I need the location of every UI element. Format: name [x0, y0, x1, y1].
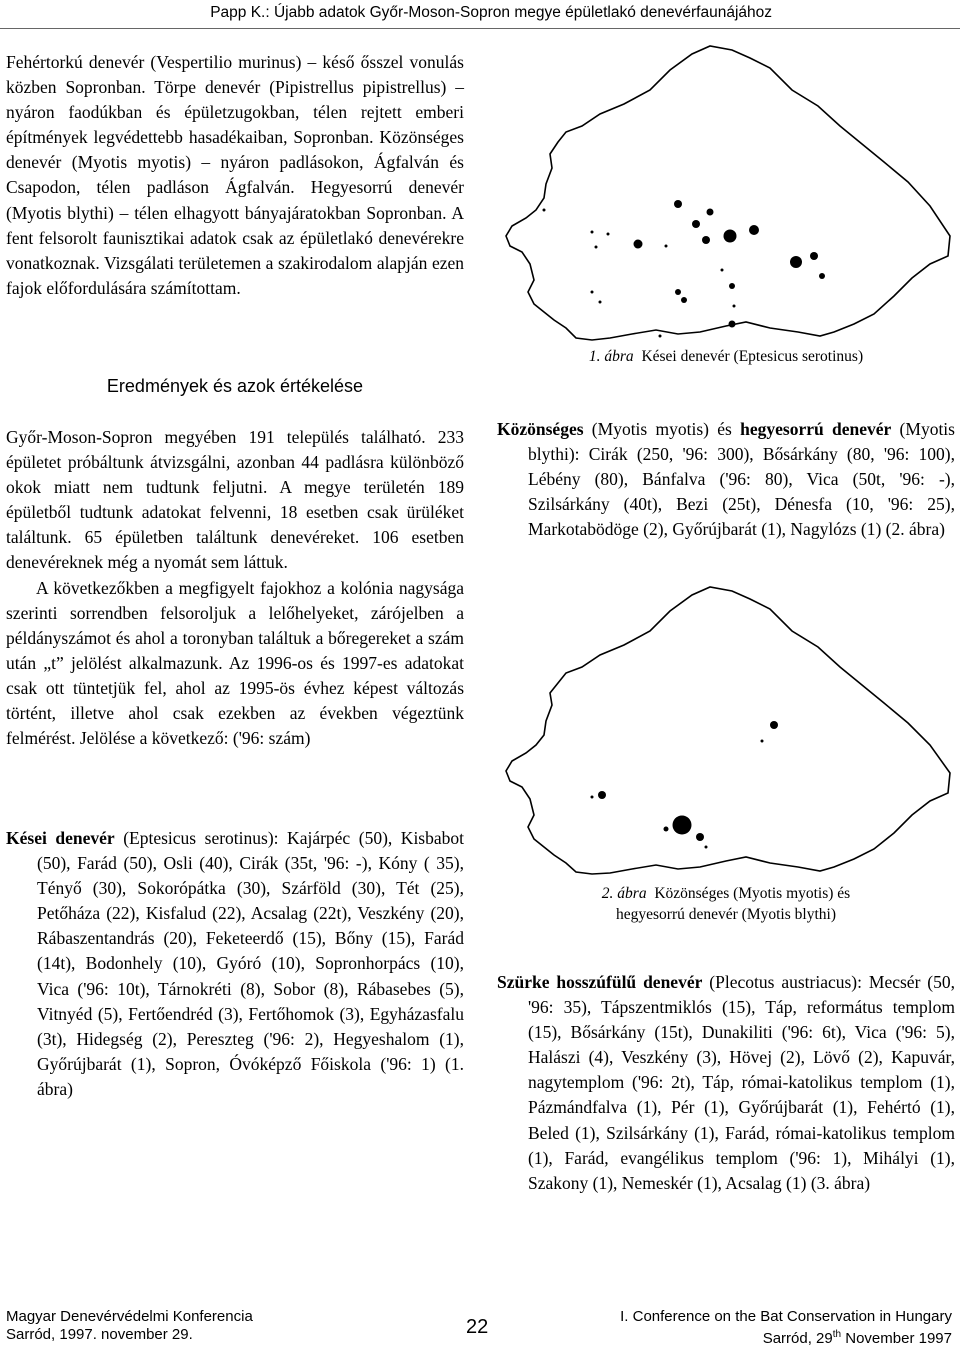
- point: [674, 200, 682, 208]
- species-myotis-name-a: Közönséges: [497, 419, 584, 439]
- point: [634, 240, 643, 249]
- species-serotinus-text: (Eptesicus serotinus): Kajárpéc (50), Kisbabot (50), Farád (50), Osli (40), Cirák (35t, '96: -), Kóny ( 35), Tényő (30), Sokorópátka (30), Szárföld (30), Tét (25), Petőháza (22), Kisfalud (22), Acsalag (22t), Veszkény (20), Rábaszentandrás (20), Feketeerdő (15), Bőny (15), Farád (14t), Bodonhely (10), Gyóró (10), Sopronhorpács (10), Vica ('96: 10t), Tárnokréti (8), Sobor (8), Rábasebes (5), Vitnyéd (5), Fertőendréd (3), Fertőhomok (3), Egyházasfalu (3t), Hidegség (2), Pereszteg ('96: 2), Hegyeshalom (1), Győrújbarát (1), Sopron, Óvóképző Főiskola ('96: 1) (1. ábra): [37, 828, 464, 1099]
- figure-1-number: 1. ábra: [588, 348, 634, 365]
- figure-2-caption-line1: Közönséges (Myotis myotis) és: [654, 885, 851, 902]
- point: [810, 252, 818, 260]
- results-block: [6, 425, 464, 751]
- footer-date-hu: Sarród, 1997. november 29.: [6, 1326, 193, 1343]
- page-number: 22: [466, 1316, 489, 1338]
- point: [705, 846, 708, 849]
- footer-date-en-sup: th: [832, 1329, 842, 1340]
- point: [819, 273, 825, 279]
- species-plecotus-block: [497, 970, 955, 1196]
- species-plecotus-text: (Plecotus austriacus): Mecsér (50, '96: 35), Tápszentmiklós (15), Táp, református templom (15), Bősárkány (15t), Dunakiliti ('96: 6t), Vica ('96: 5), Halászi (4), Veszkény (3), Hövej (2), Lövő (2), Kapuvár, nagytemplom ('96: 2t), Táp, római-katolikus templom (1), Pázmándfalva (1), Pér (1), Győrújbarát (1), Fehértó (1), Beled (1), Szilsárkány (1), Farád, római-katolikus templom (1), Farád, evangélikus templom ('96: 1), Mihályi (1), Szakony (1), Nemeskér (1), Acsalag (1) (3. ábra): [528, 972, 956, 1193]
- results-paragraph-2: A következőkben a megfigyelt fajokhoz a kolónia nagysága szerinti sorrendben felsoroljuk a lelőhelyeket, zárójelben a példányszámot és ahol a toronyban találtuk a bőregereket a szám után „t” jelölést alkalmazunk. Az 1996-os és 1997-es adatokat csak ott tüntetjük fel, ahol az 1995-ös évhez képest változás történt, illetve ahol csak ezekben az években végeztünk felmérést. Jelölése a következő: ('96: szám): [6, 577, 464, 749]
- point: [729, 283, 735, 289]
- species-myotis-block: [497, 417, 955, 542]
- point: [659, 335, 662, 338]
- figure-1-points: [543, 200, 826, 338]
- point: [724, 230, 737, 243]
- footer-left: [6, 1308, 253, 1344]
- figure-1-caption: [497, 346, 955, 367]
- point: [665, 245, 668, 248]
- point: [681, 297, 687, 303]
- point: [543, 209, 546, 212]
- point: [591, 291, 594, 294]
- species-myotis-name-b: hegyesorrú denevér: [740, 419, 892, 439]
- point: [707, 209, 714, 216]
- point: [591, 796, 594, 799]
- point: [770, 721, 778, 729]
- figure-2-map: [500, 585, 954, 875]
- point: [598, 791, 606, 799]
- point: [591, 231, 594, 234]
- footer-conference-hu: Magyar Denevérvédelmi Konferencia: [6, 1308, 253, 1325]
- figure-2-caption: [497, 883, 955, 925]
- point: [664, 827, 669, 832]
- species-serotinus-paragraph: [6, 826, 464, 1102]
- county-outline: [506, 587, 950, 874]
- point: [790, 256, 802, 268]
- species-myotis-text: (Myotis blythi): Cirák (250, '96: 300), Bősárkány (80, '96: 100), Lébény (80), Bánfalva ('96: 80), Vica (50t, '96: -), Szilsárkány (40t), Bezi (25t), Dénesfa (10, '96: 25), Markotabödöge (2), Győrújbarát (1), Nagylózs (1) (2. ábra): [528, 419, 955, 540]
- county-outline: [506, 46, 950, 340]
- point: [749, 225, 759, 235]
- intro-paragraph: Fehértorkú denevér (Vespertilio murinus) – késő ősszel vonulás közben Sopronban. Törpe denevér (Pipistrellus pipistrellus) – nyáron faodúkban és épületzugokban, télen rejtett emberi építmények legvédettebb hasadékaiban, Sopronban. Közönséges denevér (Myotis myotis) – nyáron padlásokon, Ágfalván és Csapodon, télen padláson Ágfalván. Hegyesorrú denevér (Myotis blythi) – télen elhagyott bányajáratokban Sopronban. A fent felsorolt faunisztikai adatok csak az épületlakó denevérekre vonatkoznak. Vizsgálati területemen a szakirodalom alapján ezen fajok előfordulására számítottam.: [6, 52, 464, 298]
- species-myotis-mid: (Myotis myotis) és: [583, 419, 741, 439]
- intro-block: [6, 50, 464, 301]
- figure-2-caption-line2: hegyesorrú denevér (Myotis blythi): [616, 906, 836, 923]
- point: [721, 269, 724, 272]
- footer-date-en: [620, 1326, 952, 1348]
- point: [595, 246, 598, 249]
- species-plecotus-name: Szürke hosszúfülű denevér: [497, 972, 703, 992]
- footer-right: [620, 1308, 952, 1348]
- point: [673, 816, 692, 835]
- species-serotinus-block: [6, 826, 464, 1102]
- results-paragraph-1: Győr-Moson-Sopron megyében 191 település található. 233 épületet próbáltunk átvizsgálni, azonban 44 padlásra különböző okok miatt nem tudtunk feljutni. A megye területén 189 épületből tudtunk adatokat felvenni, 18 esetben csak ürüléket találtunk. 65 épületben találtunk denevéreket. 106 esetben denevéreknek még a nyomát sem láttuk.: [6, 427, 464, 573]
- species-plecotus-paragraph: [497, 970, 955, 1196]
- point: [696, 833, 704, 841]
- running-header: [0, 0, 960, 29]
- footer-date-en-a: Sarród, 29: [762, 1330, 833, 1347]
- point: [599, 301, 602, 304]
- header-title: Papp K.: Újabb adatok Győr-Moson-Sopron megye épületlakó denevérfaunájához: [210, 4, 772, 21]
- section-heading: Eredmények és azok értékelése: [106, 376, 364, 396]
- figure-2-points: [591, 721, 779, 849]
- point: [702, 236, 710, 244]
- point: [675, 289, 681, 295]
- figure-1-caption-text: Kései denevér (Eptesicus serotinus): [641, 348, 864, 365]
- footer-conference-en: I. Conference on the Bat Conservation in Hungary: [620, 1308, 952, 1325]
- point: [729, 321, 736, 328]
- point: [607, 233, 610, 236]
- point: [692, 220, 700, 228]
- footer-date-en-b: November 1997: [841, 1330, 952, 1347]
- point: [761, 740, 764, 743]
- species-myotis-paragraph: [497, 417, 955, 542]
- point: [733, 305, 736, 308]
- species-serotinus-name: Kései denevér: [6, 828, 115, 848]
- figure-1-map: [500, 42, 954, 342]
- figure-2-number: 2. ábra: [601, 885, 647, 902]
